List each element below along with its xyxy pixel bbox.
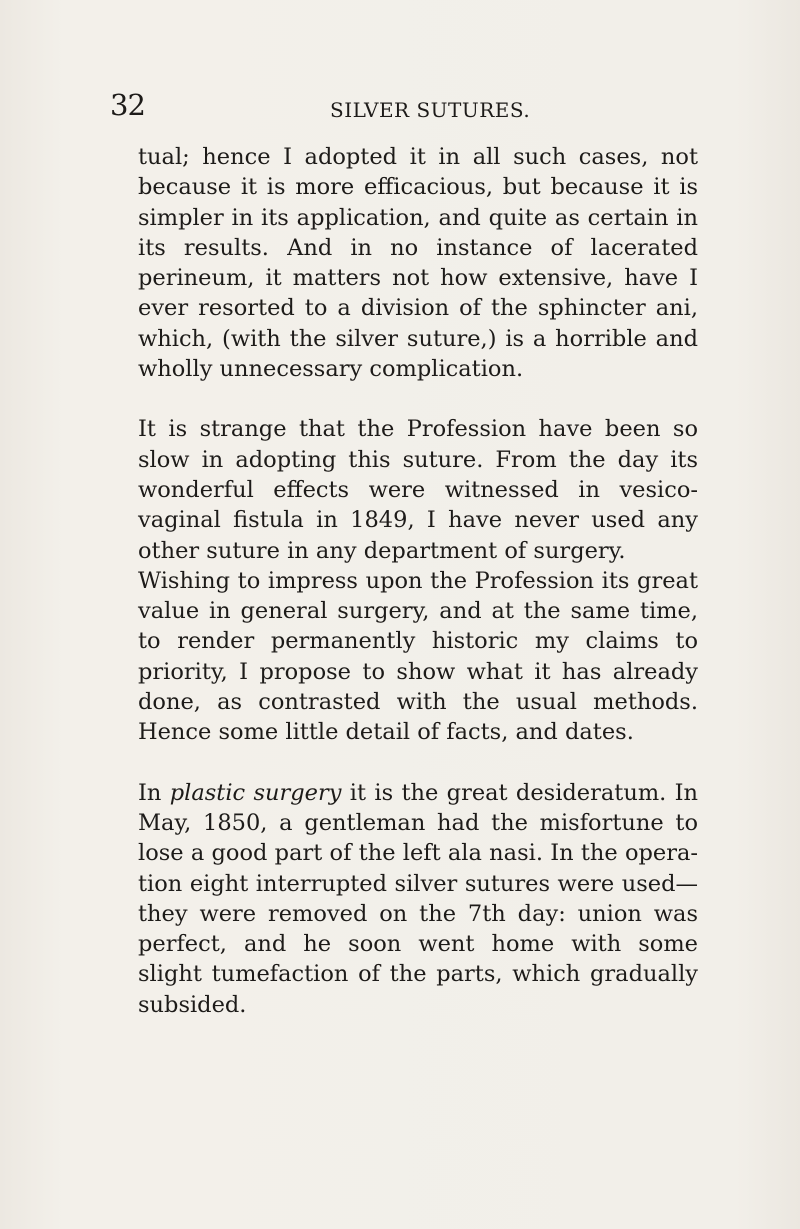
running-head (110, 90, 710, 130)
paragraph-2: It is strange that the Profession have been so slow in adopting this suture. From the day its wonderful effects were witnessed in vesico-vaginal fistula in 1849, I have never used any other suture in any department of surgery. (138, 416, 698, 564)
running-title: SILVER SUTURES. (330, 98, 531, 122)
paragraph-1: tual; hence I adopted it in all such cases, not because it is more efficacious, but because it is simpler in its application, and quite as certain in its results. And in no instance of lacerated perineum, it matters not how extensive, have I ever resorted to a division of the sphincter ani, which, (with the silver suture,) is a horrible and wholly unnecessary complication. (138, 144, 698, 383)
page-number: 32 (110, 88, 145, 122)
paragraph-4 (138, 778, 698, 1020)
paragraph-4-prefix: In (138, 779, 170, 806)
paragraph-4-italic: plastic surgery (169, 779, 342, 806)
paragraph-4-rest: it is the great desideratum. In May, 1850, a gentleman had the misfortune to lose a good part of the left ala nasi. In the operation eight interrupted silver sutures were used—they were removed on the 7th day: union was perfect, and he soon went home with some slight tumefaction of the parts, which gradually subsided. (138, 779, 699, 1018)
paragraph-3: Wishing to impress upon the Profession its great value in general surgery, and at the same time, to render permanently historic my claims to priority, I propose to show what it has already done, as contrasted with the usual methods. Hence some little detail of facts, and dates. (138, 567, 698, 746)
body-text (138, 142, 698, 1020)
